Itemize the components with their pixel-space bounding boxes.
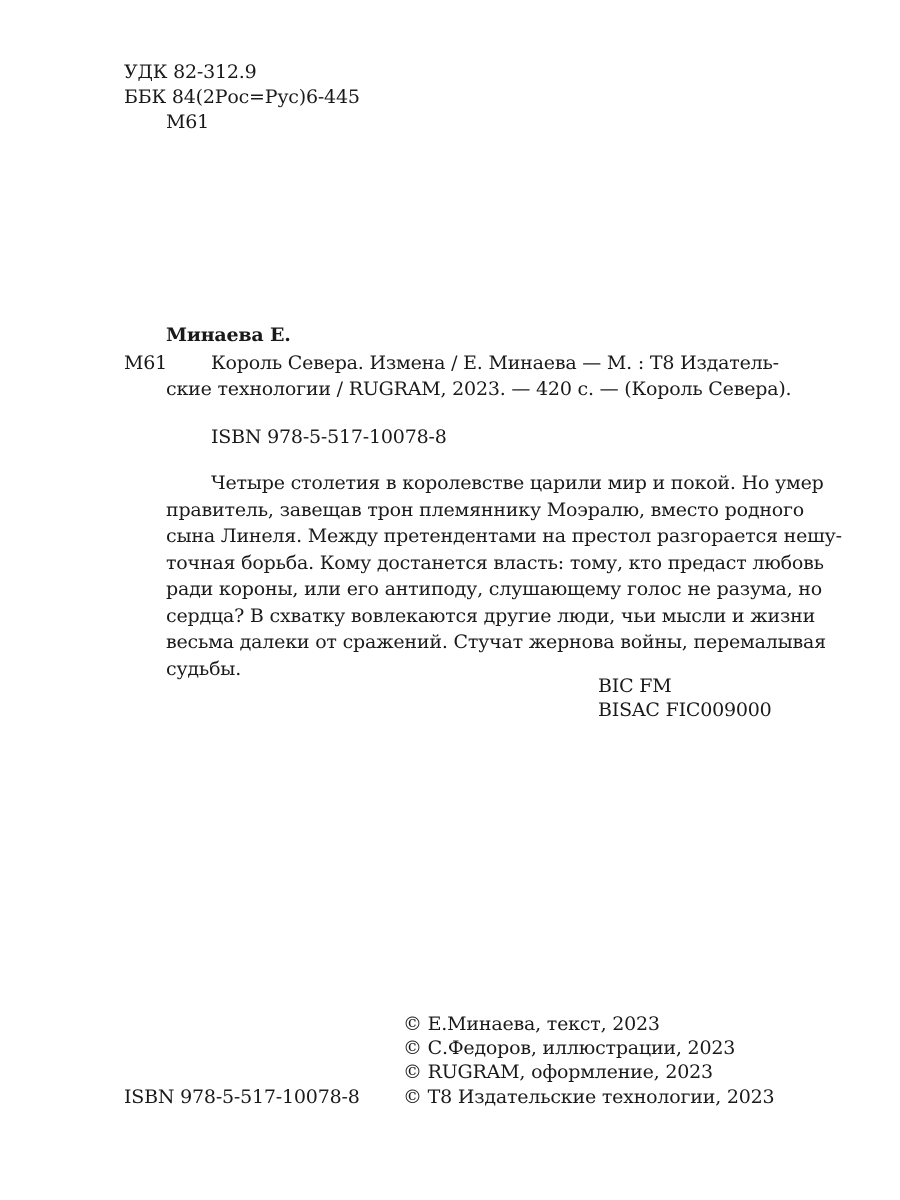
author-mark: М61 <box>166 111 210 133</box>
bic-code: BIC FM <box>598 675 672 697</box>
annotation-line: судьбы. <box>166 657 242 680</box>
annotation-line: весьма далеки от сражений. Стучат жернова войны, перемалывая <box>166 631 826 653</box>
annotation-line: сердца? В схватку вовлекаются другие люди, чьи мысли и жизни <box>166 604 816 627</box>
annotation-line: Четыре столетия в королевстве царили мир и покой. Но умер <box>211 472 824 494</box>
copyright-line: © Т8 Издательские технологии, 2023 <box>403 1086 775 1108</box>
annotation-line: сына Линеля. Между претендентами на престол разгорается нешу- <box>166 525 842 547</box>
udk-code: УДК 82-312.9 <box>124 61 257 83</box>
bisac-code: BISAC FIC009000 <box>598 699 772 721</box>
entry-description-line-2: ские технологии / RUGRAM, 2023. — 420 с. — (Король Севера). <box>166 378 792 400</box>
entry-description-line-1: Король Севера. Измена / Е. Минаева — М. : Т8 Издатель- <box>211 352 779 374</box>
entry-author-mark: М61 <box>124 352 168 374</box>
annotation-line: точная борьба. Кому достанется власть: тому, кто предаст любовь <box>166 551 824 574</box>
entry-isbn: ISBN 978-5-517-10078-8 <box>211 426 447 448</box>
author-heading: Минаева Е. <box>166 324 291 346</box>
footer-isbn: ISBN 978-5-517-10078-8 <box>124 1086 360 1108</box>
annotation <box>166 470 842 682</box>
copyright-line: © Е.Минаева, текст, 2023 <box>403 1013 660 1035</box>
bbk-code: ББК 84(2Рос=Рус)6-445 <box>124 86 360 108</box>
copyright-line: © RUGRAM, оформление, 2023 <box>403 1061 713 1083</box>
annotation-line: ради короны, или его антиподу, слушающему голос не разума, но <box>166 578 822 600</box>
annotation-line: правитель, завещав трон племяннику Моэралю, вместо родного <box>166 498 805 521</box>
copyright-line: © С.Федоров, иллюстрации, 2023 <box>403 1037 736 1059</box>
